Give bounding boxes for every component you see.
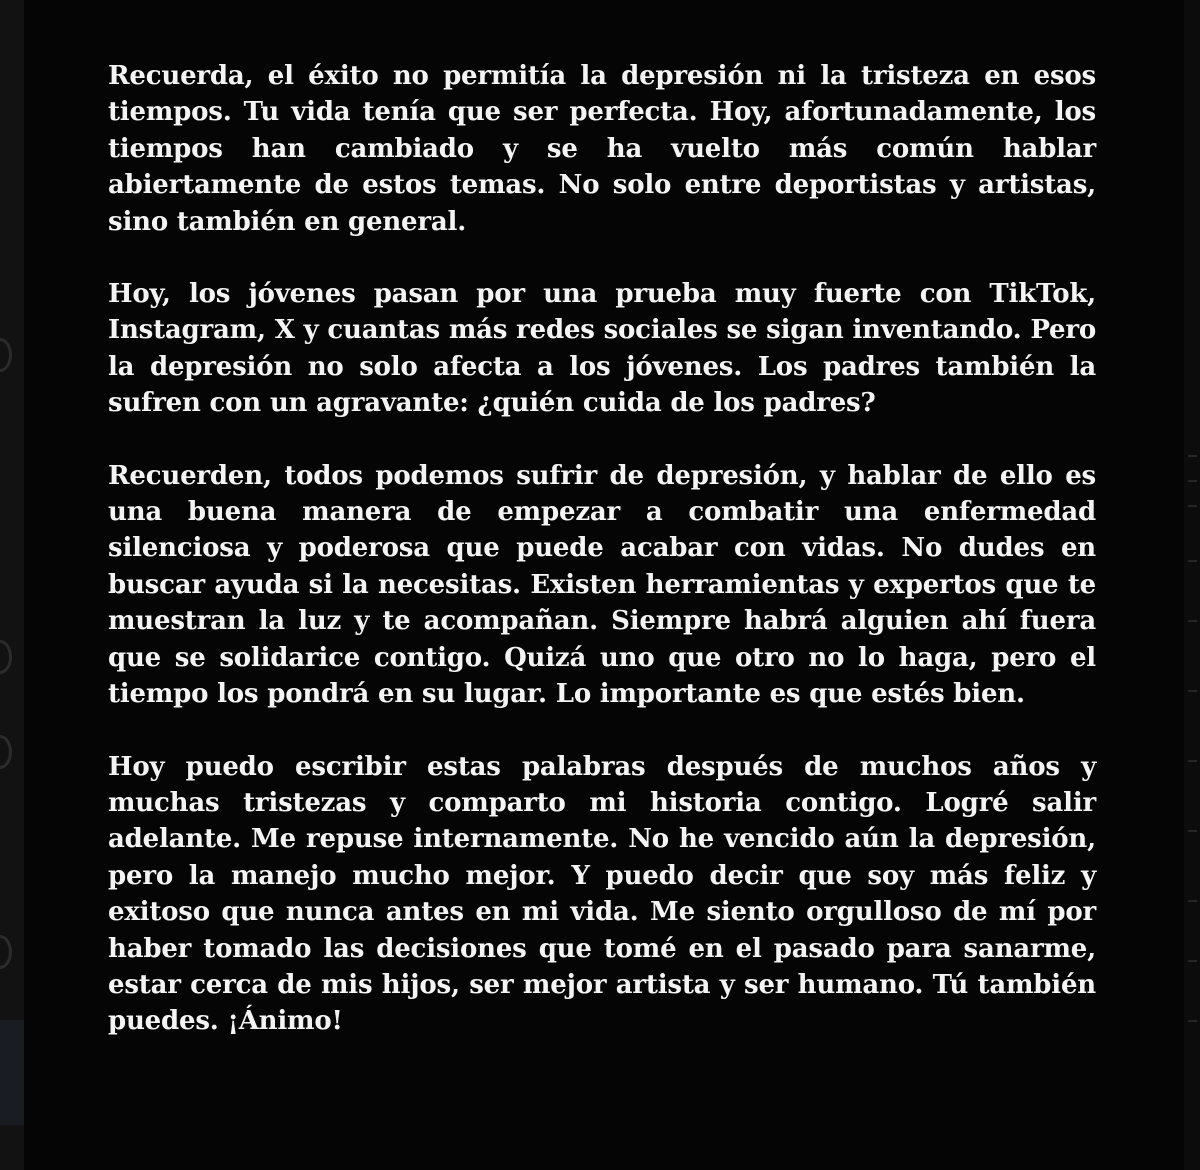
background-glyph bbox=[0, 735, 12, 769]
background-speck bbox=[1188, 505, 1197, 507]
article-paragraph: Hoy puedo escribir estas palabras después de muchos años y muchas tristezas y comparto mi historia contigo. Logré salir adelante. Me repuse internamente. No he vencido aún la depresión, pero la manejo mucho mejor. Y puedo decir que soy más feliz y exitoso que nunca antes en mi vida. Me siento orgulloso de mí por haber tomado las decisiones que tomé en el pasado para sanarme, estar cerca de mis hijos, ser mejor artista y ser humano. Tú también puedes. ¡Ánimo! bbox=[108, 751, 1096, 1037]
background-speck bbox=[1188, 760, 1197, 762]
background-glyph bbox=[0, 935, 12, 969]
background-speck bbox=[1188, 690, 1197, 692]
article-paragraph: Recuerden, todos podemos sufrir de depresión, y hablar de ello es una buena manera de empezar a combatir una enfermedad silenciosa y poderosa que puede acabar con vidas. No dudes en buscar ayuda si la necesitas. Existen herramientas y expertos que te muestran la luz y te acompañan. Siempre habrá alguien ahí fuera que se solidarice contigo. Quizá uno que otro no lo haga, pero el tiempo los pondrá en su lugar. Lo importante es que estés bien. bbox=[108, 460, 1096, 710]
background-speck bbox=[1188, 480, 1197, 482]
left-background-panel bbox=[0, 0, 24, 1170]
article-paragraph: Recuerda, el éxito no permitía la depresión ni la tristeza en esos tiempos. Tu vida tenía que ser perfecta. Hoy, afortunadamente, los tiempos han cambiado y se ha vuelto más común hablar abiertamente de estos temas. No solo entre deportistas y artistas, sino también en general. bbox=[108, 61, 1096, 237]
background-glyph bbox=[0, 640, 12, 674]
background-glyph bbox=[0, 338, 12, 372]
background-speck bbox=[1188, 455, 1197, 457]
background-speck bbox=[1188, 960, 1197, 962]
background-speck bbox=[1188, 620, 1197, 622]
right-background-panel bbox=[1184, 0, 1200, 1170]
left-background-band bbox=[0, 1020, 24, 1125]
background-speck bbox=[1188, 560, 1197, 562]
article-overlay bbox=[24, 0, 1184, 1170]
background-speck bbox=[1188, 1020, 1197, 1022]
article-body bbox=[108, 58, 1096, 1076]
background-speck bbox=[1188, 830, 1197, 832]
background-speck bbox=[1188, 900, 1197, 902]
article-paragraph: Hoy, los jóvenes pasan por una prueba muy fuerte con TikTok, Instagram, X y cuantas más redes sociales se sigan inventando. Pero la depresión no solo afecta a los jóvenes. Los padres también la sufren con un agravante: ¿quién cuida de los padres? bbox=[108, 279, 1096, 419]
